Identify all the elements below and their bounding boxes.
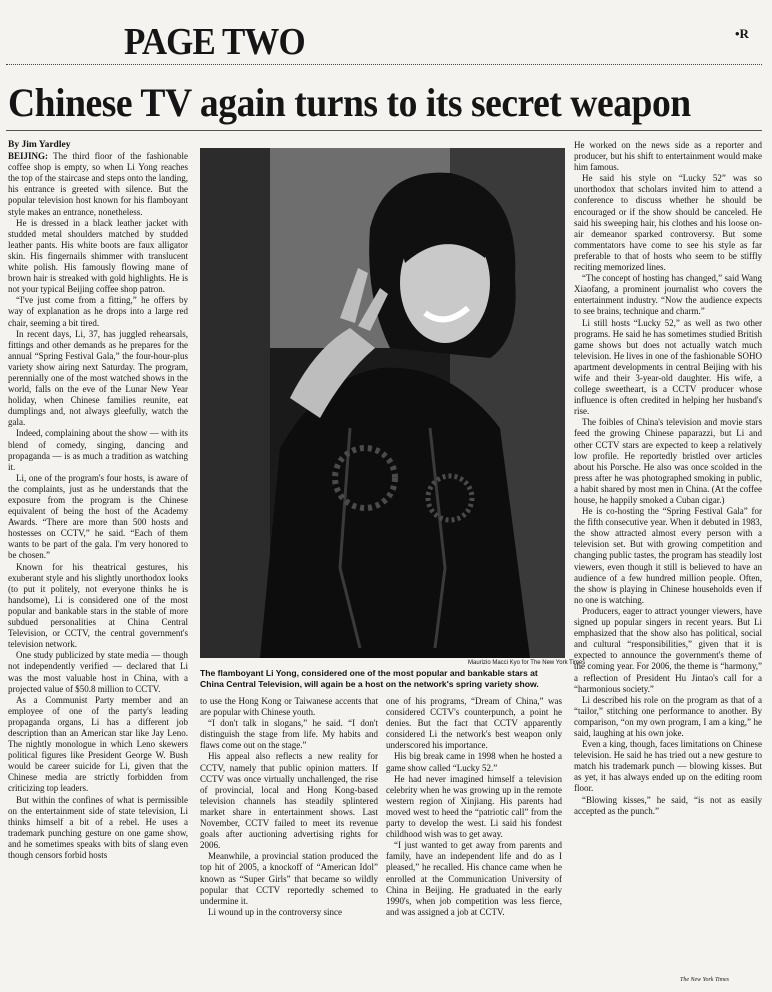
header-rule: [6, 64, 762, 65]
paragraph: As a Communist Party member and an employee of one of the party's leading propaganda organs, Li has a different job description than an American star like Jay Leno. The nightly monologue in which Leno skewers political figures like President George W. Bush would be career suicide for Li, given that the Chinese media are strictly forbidden from criticizing top leaders.: [8, 694, 188, 794]
paragraph: “I just wanted to get away from parents and family, have an independent life and do as I pleased,” he recalled. His chance came when he enrolled at the Communication University of China in Beijing. He graduated in the early 1990's, when job competition was less fierce, and was assigned a job at CCTV.: [386, 840, 562, 917]
article-column-3: [386, 696, 562, 986]
paragraph: Li described his role on the program as that of a “tailor,” stitching one performance to another. By comparison, “on my own program, I am a king,” he said, laughing at his own joke.: [574, 694, 762, 738]
paragraph: Li wound up in the controversy since: [208, 906, 342, 917]
paragraph: He had never imagined himself a television celebrity when he was growing up in the remote western region of Xinjiang. His parents had moved west to heed the “patriotic call” from the party to develop the west. Li said his fondest childhood wish was to get away.: [386, 773, 562, 840]
paragraph: His big break came in 1998 when he hosted a game show called “Lucky 52.”: [386, 751, 562, 773]
paragraph: He worked on the news side as a reporter and producer, but his shift to entertainment would make him famous.: [574, 140, 762, 173]
paragraph: His appeal also reflects a new reality for CCTV, namely that public opinion matters. If CCTV was once virtually unchallenged, the rise of provincial, local and Hong Kong-based television channels has steadily splintered market share in entertainment shows. Last November, CCTV failed to meet its revenue goals after auctioning advertising rights for 2006.: [200, 751, 378, 851]
paragraph: Li still hosts “Lucky 52,” as well as two other programs. He said he has sometimes studied British game shows but does not actually watch much television. He lives in one of the fashionable SOHO apartment developments in central Beijing with his wife and their 3-year-old daughter. His wife, a college sweetheart, is a CCTV producer whose influence is often credited in helping her husband's rise.: [574, 317, 762, 417]
paragraph: Indeed, complaining about the show — with its blend of comedy, singing, dancing and propaganda — is as much a tradition as watching it.: [8, 428, 188, 472]
paragraph: The foibles of China's television and movie stars feed the growing Chinese paparazzi, but Li and other CCTV stars are expected to keep a relatively low profile. He reportedly bristled over articles about his Porsche. He also was once scolded in the press after he was photographed smoking in public, a habit shared by most men in China. (At the coffee house, he happily smoked a Cuban cigar.): [574, 417, 762, 505]
article-column-4: [574, 140, 762, 975]
paragraph: Producers, eager to attract younger viewers, have signed up popular singers in recent years. But Li emphasized that the show also has political, social and cultural “responsibilities,” given that it is expected to announce the government's theme of the coming year. For 2006, the theme is “harmony,” a reflection of President Hu Jintao's call for a “harmonious society.”: [574, 605, 762, 694]
paragraph: “The concept of hosting has changed,” said Wang Xiaofang, a prominent journalist who covers the entertainment industry. “Now the audience expects to see brains, technique and charm.”: [574, 273, 762, 317]
paragraph: “I don't talk in slogans,” he said. “I don't distinguish the stage from life. My habits and flaws come out on the stage.”: [200, 718, 378, 751]
article-photo: [200, 148, 565, 658]
paragraph: Li, one of the program's four hosts, is aware of the complaints, just as he understands that the exposure from the program is the Chinese equivalent of being the host of the Academy Awards. “There are more than 500 hosts and hostesses on CCTV,” he said. “Each of them wants to be part of the gala. I'm very honored to be chosen.”: [8, 472, 188, 561]
article-column-1: [8, 140, 188, 985]
portrait-illustration: [200, 148, 565, 658]
paragraph: He is dressed in a black leather jacket with studded metal shoulders matched by studded leather pants. His white boots are faux alligator skin. His fingernails shimmer with translucent white polish. His famously flowing mane of brown hair is streaked with gold highlights. He is not your typical Beijing coffee shop patron.: [8, 217, 188, 295]
paragraph: But within the confines of what is permissible on the entertainment side of state television, Li thinks himself a bit of a rebel. He uses a trademark punching gesture on one game show, and he sometimes speaks with bits of slang even though censors forbid hosts: [8, 794, 188, 860]
headline-rule: [6, 130, 762, 131]
paragraph: Meanwhile, a provincial station produced the top hit of 2005, a knockoff of “American Idol” known as “Super Girls” that became so wildly popular that CCTV reportedly schemed to undermine it.: [200, 851, 378, 906]
article-column-2: [200, 696, 378, 986]
page-number: •R: [735, 26, 749, 41]
paragraph: One study publicized by state media — though not independently verified — declared that Li was the most valuable host in China, with a projected value of $50.8 million to CCTV.: [8, 650, 188, 694]
headline: Chinese TV again turns to its secret weapon: [8, 80, 691, 125]
lead-paragraph: BEIJING: The third floor of the fashionable coffee shop is empty, so when Li Yong reaches the top of the staircase and steps onto the landing, his entrance is greeted with silence. But the popular television host known for his flamboyant style makes an entrance, nonetheless.: [8, 151, 188, 217]
paragraph: “Blowing kisses,” he said, “is not as easily accepted as the punch.”: [574, 794, 762, 816]
photo-credit: Maurizio Macci Kyo for The New York Times: [468, 660, 586, 666]
paragraph: one of his programs, “Dream of China,” was considered CCTV's counterpunch, a point he denies. But the fact that CCTV apparently considered Li the network's best weapon only underscored his importance.: [386, 696, 562, 751]
byline: By Jim Yardley: [8, 140, 71, 150]
section-kicker: PAGE TWO: [124, 21, 305, 63]
paragraph: to use the Hong Kong or Taiwanese accents that are popular with Chinese youth.: [200, 696, 378, 718]
dateline: BEIJING:: [8, 151, 49, 162]
photo-caption: The flamboyant Li Yong, considered one of the most popular and bankable stars at China Central Television, will again be a host on the network's spring variety show.: [200, 668, 539, 689]
paragraph: In recent days, Li, 37, has juggled rehearsals, fittings and other demands as he prepares for the annual “Spring Festival Gala,” the four-hour-plus variety show airing next Saturday. The program, perennially one of the most watched shows in the world, falls on the eve of the Lunar New Year holiday, when Chinese families reunite, eat dumplings and, not always gleefully, watch the gala.: [8, 328, 188, 428]
paragraph: “I've just come from a fitting,” he offers by way of explanation as he drops into a large red chair, seeming a bit tired.: [8, 295, 188, 328]
paragraph: Even a king, though, faces limitations on Chinese television. He said he has tried out a new gesture to match his trademark punch — blowing kisses. But as yet, it has always ended up on the editing room floor.: [574, 739, 762, 794]
paragraph: He is co-hosting the “Spring Festival Gala” for the fifth consecutive year. When it debuted in 1983, the show attracted almost every person with a television set. But with growing competition and changing public tastes, the program has steadily lost viewers, even though it still is believed to have an audience of a few hundred million people. Often, the show is playing in Chinese households even if no one is watching.: [574, 506, 762, 605]
paragraph: He said his style on “Lucky 52” was so unorthodox that scholars invited him to attend a conference to discuss whether he should be encouraged or if the show should be canceled. He said his sweeping hair, his clothes and his loose on-air demeanor sparked controversy. But some commentators have come to see his style as far preferable to that of hosts who seem to be stiffly reciting memorized lines.: [574, 173, 762, 273]
end-tag: The New York Times: [680, 977, 729, 983]
paragraph: Known for his theatrical gestures, his exuberant style and his slightly unorthodox looks (to put it politely, not everyone thinks he is handsome), Li is considered one of the most popular and bankable stars in the stable of more subdued personalities at China Central Television, or CCTV, the central government's television network.: [8, 561, 188, 650]
